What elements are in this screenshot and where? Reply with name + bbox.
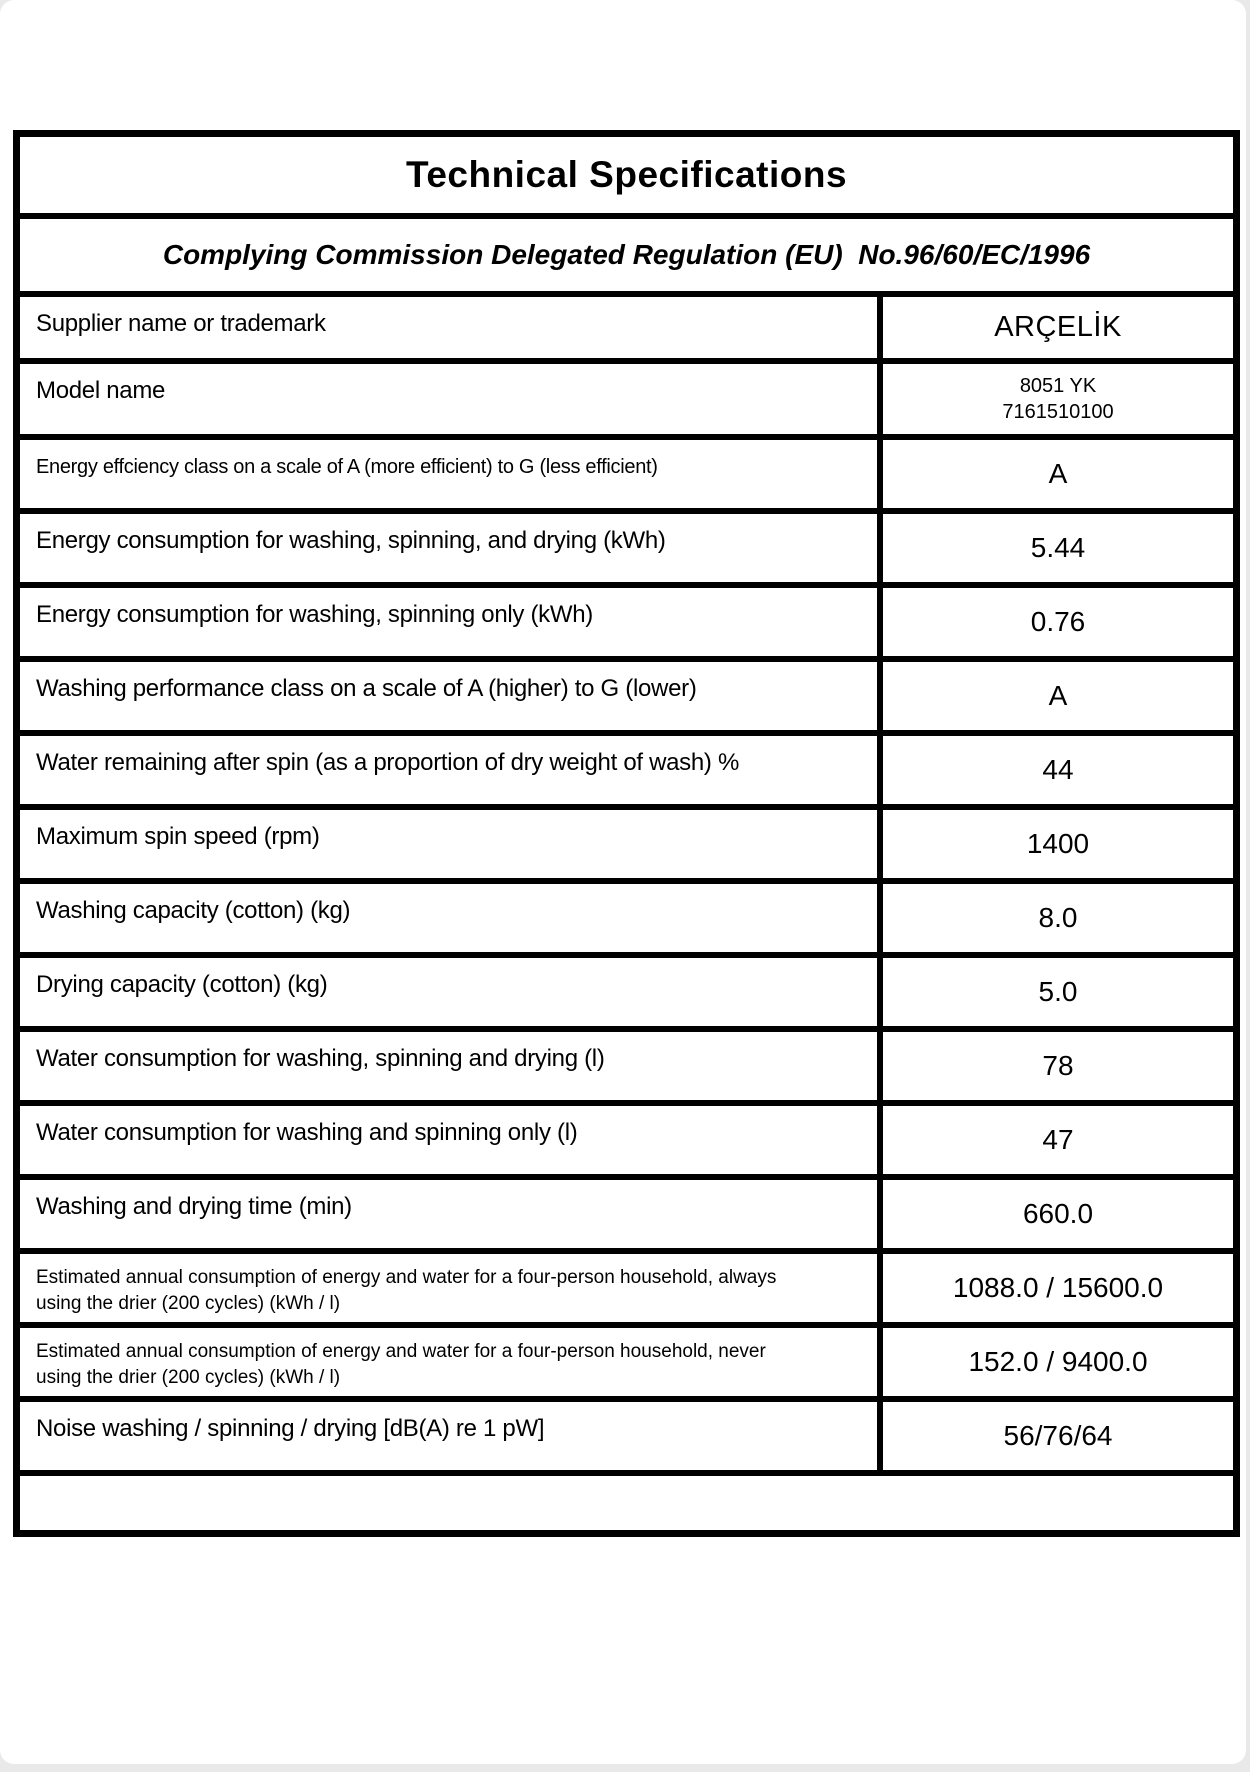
page-title: Technical Specifications [405, 154, 848, 195]
spec-label: Water consumption for washing, spinning and drying (l) [20, 1032, 883, 1100]
spec-label: Washing and drying time (min) [20, 1180, 883, 1248]
spec-value: 5.44 [1030, 532, 1086, 563]
spec-label: Water remaining after spin (as a proportion of dry weight of wash) % [20, 736, 883, 804]
spec-row-wash-dry-time [20, 1174, 1233, 1248]
empty-row [20, 1470, 1233, 1530]
spec-value: 56/76/64 [1003, 1420, 1113, 1451]
spec-label: Washing performance class on a scale of A (higher) to G (lower) [20, 662, 883, 730]
spec-row-max-spin-speed [20, 804, 1233, 878]
label-line-2: using the drier (200 cycles) (kWh / l) [36, 1292, 341, 1314]
technical-specifications-table [13, 130, 1240, 1537]
spec-value: 0.76 [1030, 606, 1086, 637]
spec-label: Model name [20, 364, 883, 434]
spec-row-drying-capacity [20, 952, 1233, 1026]
spec-label: Energy effciency class on a scale of A (more efficient) to G (less efficient) [20, 440, 883, 508]
spec-label: Washing capacity (cotton) (kg) [20, 884, 883, 952]
spec-value: 47 [1042, 1124, 1074, 1155]
spec-row-noise [20, 1396, 1233, 1470]
spec-row-model [20, 358, 1233, 434]
spec-value: ARÇELİK [994, 311, 1122, 343]
spec-label: Water consumption for washing and spinning only (l) [20, 1106, 883, 1174]
spec-value: 1400 [1026, 828, 1090, 859]
spec-row-energy-class [20, 434, 1233, 508]
spec-label [20, 1328, 883, 1396]
spec-row-annual-consumption-always-drier [20, 1248, 1233, 1322]
label-line-2: using the drier (200 cycles) (kWh / l) [36, 1366, 341, 1388]
spec-row-supplier [20, 291, 1233, 358]
spec-row-annual-consumption-never-drier [20, 1322, 1233, 1396]
spec-value: 1088.0 / 15600.0 [952, 1272, 1164, 1303]
spec-row-washing-capacity [20, 878, 1233, 952]
spec-row-washing-performance [20, 656, 1233, 730]
spec-row-water-wash-spin-dry [20, 1026, 1233, 1100]
regulation-subtitle: Complying Commission Delegated Regulation (EU) No.96/60/EC/1996 [20, 213, 1233, 291]
spec-value: 44 [1042, 754, 1074, 785]
model-line-1: 8051 YK [1019, 375, 1097, 397]
spec-row-water-wash-spin-only [20, 1100, 1233, 1174]
spec-value: 8.0 [1038, 902, 1078, 933]
spec-label: Maximum spin speed (rpm) [20, 810, 883, 878]
spec-label: Energy consumption for washing, spinning, and drying (kWh) [20, 514, 883, 582]
spec-label: Drying capacity (cotton) (kg) [20, 958, 883, 1026]
spec-value: 78 [1042, 1050, 1074, 1081]
spec-row-energy-wash-spin-dry [20, 508, 1233, 582]
spec-value [883, 364, 1233, 434]
spec-label [20, 1254, 883, 1322]
label-line-1: Estimated annual consumption of energy and water for a four-person household, always [36, 1267, 777, 1288]
spec-value: A [1048, 458, 1068, 489]
spec-value: A [1048, 680, 1068, 711]
label-line-1: Estimated annual consumption of energy and water for a four-person household, never [36, 1341, 766, 1362]
spec-value: 152.0 / 9400.0 [968, 1346, 1148, 1377]
spec-row-water-remaining [20, 730, 1233, 804]
spec-value: 5.0 [1038, 976, 1078, 1007]
model-line-2: 7161510100 [1002, 401, 1114, 423]
spec-row-energy-wash-spin-only [20, 582, 1233, 656]
spec-label: Noise washing / spinning / drying [dB(A) re 1 pW] [20, 1402, 883, 1470]
spec-value: 660.0 [1022, 1198, 1094, 1229]
spec-label: Energy consumption for washing, spinning only (kWh) [20, 588, 883, 656]
spec-label: Supplier name or trademark [20, 297, 883, 358]
